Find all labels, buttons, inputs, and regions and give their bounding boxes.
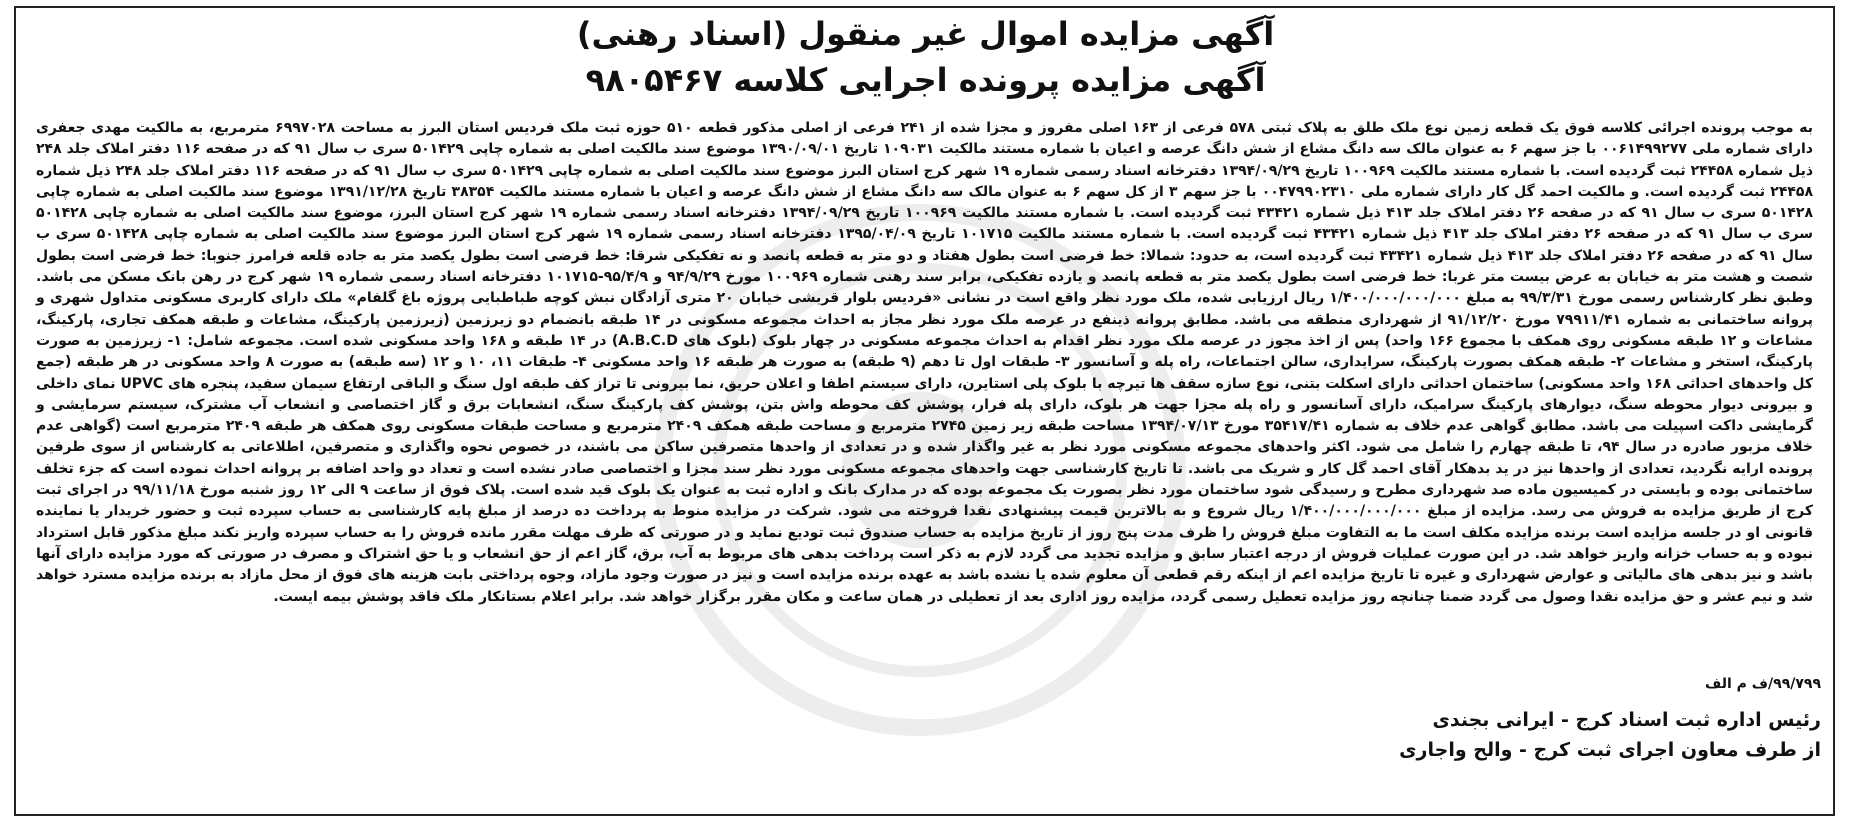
notice-subtitle: آگهی مزایده پرونده اجرایی کلاسه ۹۸۰۵۴۶۷ [585,61,1266,99]
signature-line-1: رئیس اداره ثبت اسناد کرج - ایرانی بجندی [1432,709,1821,731]
notice-body-paragraph: به موجب پرونده اجرائی کلاسه فوق یک قطعه زمین نوع ملک طلق به پلاک ثبتی ۵۷۸ فرعی از ۱۶۳ اصلی مفروز و مجزا شده از ۲۴۱ فرعی از اصلی مذکور قطعه ۵۱۰ حوزه ثبت ملک فردیس استان البرز به مساحت ۶۹۹۷۰۲۸ مترمربع، به مالکیت مهدی جعفری دارای شماره ملی ۰۰۶۱۴۹۹۲۷۷ با جز سهم ۶ به عنوان مالک سه دانگ مشاع از شش دانگ عرصه و اعیان با شماره مستند مالکیت ۱۰۹۰۳۱ تاریخ ۱۳۹۰/۰۹/۰۱ موضوع سند مالکیت اصلی به شماره چاپی ۵۰۱۴۲۹ سری ب سال ۹۱ که در صفحه ۱۱۶ دفتر املاک جلد ۲۴۸ ذیل شماره ۲۴۴۵۸ ثبت گردیده است. با شماره مستند مالکیت ۱۰۰۹۶۹ تاریخ ۱۳۹۴/۰۹/۲۹ دفترخانه اسناد رسمی شماره ۱۹ شهر کرج استان البرز موضوع سند مالکیت اصلی به شماره چاپی ۵۰۱۴۲۹ سری ب سال ۹۱ که در صفحه ۱۱۶ دفتر املاک جلد ۲۴۸ ذیل شماره ۲۴۴۵۸ ثبت گردیده است. و مالکیت احمد گل کار دارای شماره ملی ۰۰۴۷۹۹۰۲۳۱۰ با جز سهم ۳ از کل سهم ۶ به عنوان مالک سه دانگ مشاع از شش دانگ عرصه و اعیان با شماره مستند مالکیت ۳۸۳۵۴ تاریخ ۱۳۹۱/۱۲/۲۸ موضوع سند مالکیت اصلی به شماره چاپی ۵۰۱۴۲۸ سری ب سال ۹۱ که در صفحه ۲۶ دفتر املاک جلد ۴۱۳ ذیل شماره ۴۳۴۲۱ ثبت گردیده است. با شماره مستند مالکیت ۱۰۰۹۶۹ تاریخ ۱۳۹۴/۰۹/۲۹ دفترخانه اسناد رسمی شماره ۱۹ شهر کرج استان البرز، موضوع سند مالکیت اصلی به شماره چاپی ۵۰۱۴۲۸ سری ب سال ۹۱ که در صفحه ۲۶ دفتر املاک جلد ۴۱۳ ذیل شماره ۴۳۴۲۱ ثبت گردیده است. با شماره مستند مالکیت ۱۰۱۷۱۵ تاریخ ۱۳۹۵/۰۴/۰۹ دفترخانه اسناد رسمی شماره ۱۹ شهر کرج استان البرز موضوع سند مالکیت اصلی به شماره چاپی ۵۰۱۴۲۸ سری ب سال ۹۱ که در صفحه ۲۶ دفتر املاک جلد ۴۱۳ ذیل شماره ۴۳۴۲۱ ثبت گردیده است، به حدود: شمالا: خط فرضی است بطول هفتاد و دو متر به قطعه پانصد و نه تفکیکی شرقا: خط فرضی است بطول یکصد متر به جاده قلعه فرامرز جنوبا: خط فرضی است بطول شصت و هشت متر به خیابان به عرض بیست متر غربا: خط فرضی است بطول یکصد متر به قطعه پانصد و یازده تفکیکی، برابر سند رهنی شماره ۱۰۰۹۶۹ مورخ ۹۴/۹/۲۹ و ۹۵/۴/۹-۱۰۱۷۱۵ دفترخانه اسناد رسمی شماره ۱۹ شهر کرج در رهن بانک مسکن می باشد. وطبق نظر کارشناس رسمی مورخ ۹۹/۳/۳۱ به مبلغ ۱/۴۰۰/۰۰۰/۰۰۰/۰۰۰ ریال ارزیابی شده، ملک مورد نظر واقع است در نشانی «فردیس بلوار قریشی خیابان ۲۰ متری آزادگان نبش کوچه طباطبایی پروژه باغ گلفام» ملک دارای کاربری مسکونی متداول شهری و پروانه ساختمانی به شماره ۷۹۹۱۱/۴۱ مورخ ۹۱/۱۲/۲۰ از شهرداری منطقه می باشد. مطابق پروانه ذینفع در عرصه ملک مورد نظر مجاز به احداث مجموعه مسکونی در ۱۴ طبقه بانضمام دو زیرزمین (زیرزمین پارکینگ، مشاعات و طبقه همکف تجاری، پارکینگ، مشاعات و ۱۲ طبقه مسکونی روی همکف با مجموع ۱۶۶ واحد) پس از اخذ مجوز در عرصه ملک مورد نظر اقدام به احداث مجموعه مسکونی در چهار بلوک (بلوک های A.B.C.D) در ۱۴ طبقه و ۱۶۸ واحد مسکونی شده است. مجموعه شامل: ۱- زیرزمین به صورت پارکینگ، استخر و مشاعات ۲- طبقه همکف بصورت پارکینگ، سرایداری، سالن اجتماعات، راه پله و آسانسور ۳- طبقات اول تا دهم (۹ طبقه) به صورت هر طبقه ۱۶ واحد مسکونی ۴- طبقات ۱۱، ۱۰ و ۱۲ (سه طبقه) به صورت ۸ واحد مسکونی در هر طبقه (جمع کل واحدهای احداثی ۱۶۸ واحد مسکونی) ساختمان احداثی دارای اسکلت بتنی، نوع سازه سقف ها تیرچه با بلوک پلی استایرن، دارای سیستم اطفا و اعلان حریق، نما بیرونی تا تراز کف طبقه اول سنگ و الباقی ارتفاع سیمان سفید، پنجره های UPVC نمای داخلی و بیرونی دیوار محوطه سنگ، دیوارهای پارکینگ سرامیک، دارای آسانسور و راه پله مجزا جهت هر بلوک، دارای پله فرار، پوشش کف محوطه واش بتن، پوشش کف پارکینگ سنگ، انشعابات برق و گاز اختصاصی و انشعاب آب مشترک، سیستم سرمایشی و گرمایشی داکت اسپیلت می باشد. مطابق گواهی عدم خلاف به شماره ۳۵۴۱۷/۴۱ مورخ ۱۳۹۴/۰۷/۱۳ مساحت طبقه زیر زمین ۲۷۴۵ مترمربع و مساحت طبقه همکف ۲۴۰۹ مترمربع و مساحت طبقات مسکونی روی همکف هر طبقه ۲۴۰۹ مترمربع است (گواهی عدم خلاف مزبور صادره در سال ۹۴، تا طبقه چهارم را شامل می شود. اکثر واحدهای مجموعه مسکونی مورد نظر به غیر واگذار شده و در تعدادی از واحدها متصرفین ساکن می باشند، در خصوص نحوه واگذاری و متصرفین، اطلاعاتی به کارشناس از سوی طرفین پرونده ارایه نگردید، تعدادی از واحدها نیز در ید بدهکار آقای احمد گل کار و شریک می باشد. تا تاریخ کارشناسی جهت واحدهای مجموعه مسکونی مورد نظر سند مجزا و اختصاصی صادر نشده است و تعداد دو واحد اضافه بر پروانه احداث نموده است که جزء تخلف ساختمانی بوده و بایستی در کمیسیون ماده صد شهرداری مطرح و رسیدگی شود ساختمان مورد نظر بصورت یک مجموعه بوده که در مدارک بانک و اداره ثبت به عنوان یک بلوک قید شده است. پلاک فوق از ساعت ۹ الی ۱۲ روز شنبه مورخ ۹۹/۱۱/۱۸ در اجرای ثبت کرج از طریق مزایده به فروش می رسد. مزایده از مبلغ ۱/۴۰۰/۰۰۰/۰۰۰/۰۰۰ ریال شروع و به بالاترین قیمت پیشنهادی نقدا فروخته می شود. شرکت در مزایده منوط به پرداخت ده درصد از مبلغ پایه کارشناسی به حساب سپرده ثبت و حضور خریدار یا نماینده قانونی او در جلسه مزایده است برنده مزایده مکلف است ما به التفاوت مبلغ فروش را ظرف مدت پنج روز از تاریخ مزایده به حساب صندوق ثبت تودیع نماید و در صورتی که ظرف مهلت مقرر مانده فروش را به حساب سپرده واریز نکند مبلغ مذکور قابل استرداد نبوده و به حساب خزانه واریز خواهد شد. در این صورت عملیات فروش از درجه اعتبار سابق و مزایده تجدید می گردد لازم به ذکر است پرداخت بدهی های مربوط به آب، برق، گاز اعم از حق انشعاب و یا حق اشتراک و مصرف در صورتی که مورد مزایده دارای آنها باشد و نیز بدهی های مالیاتی و عوارض شهرداری و غیره تا تاریخ مزایده اعم از اینکه رقم قطعی آن معلوم شده یا نشده باشد به عهده برنده مزایده است و نیز در صورت وجود مازاد، وجوه پرداختی بابت هزینه های فوق از محل مازاد به برنده مزایده مسترد خواهد شد و نیم عشر و حق مزایده نقدا وصول می گردد ضمنا چنانچه روز مزایده تعطیل رسمی گردد، مزایده روز اداری بعد از تعطیلی در همان ساعت و مکان مقرر برگزار خواهد شد. برابر اعلام بستانکار ملک فاقد پوشش بیمه ایست. [36,120,1814,605]
reference-number: ۹۹/۷۹۹/ف م الف [1705,676,1821,692]
notice-body [36,118,1813,608]
signature-line-2: از طرف معاون اجرای ثبت کرج - والح واجاری [1399,739,1821,761]
notice-title: آگهی مزایده اموال غیر منقول (اسناد رهنی) [576,15,1275,53]
